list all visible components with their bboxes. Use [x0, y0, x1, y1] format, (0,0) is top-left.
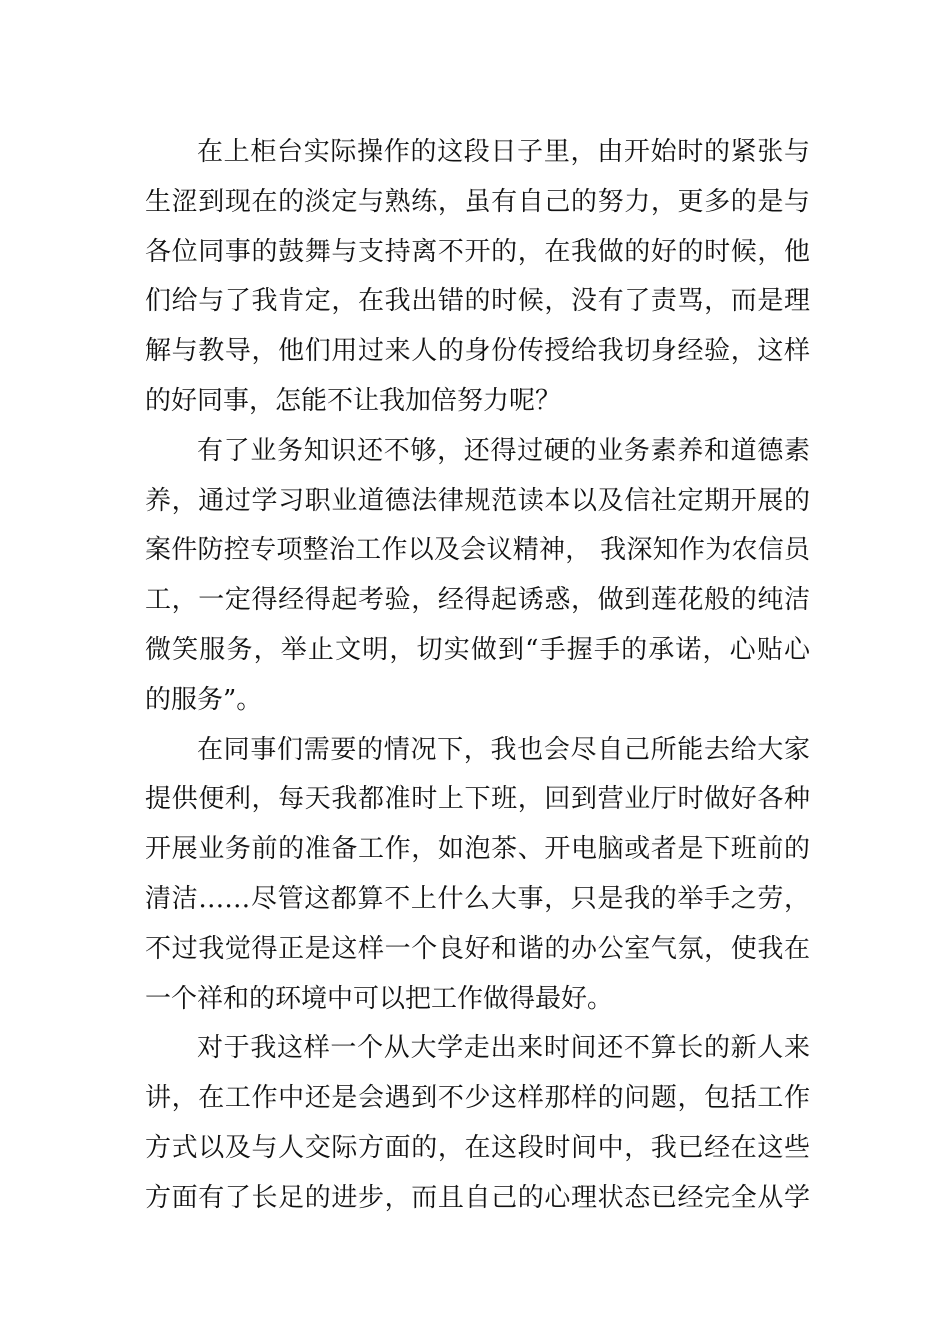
paragraph-2: [145, 427, 810, 726]
text-line: 养，通过学习职业道德法律规范读本以及信社定期开展的: [145, 485, 810, 516]
text-line: 们给与了我肯定，在我出错的时候，没有了责骂，而是理: [145, 286, 810, 317]
text-line: 在同事们需要的情况下，我也会尽自己所能去给大家: [197, 734, 810, 765]
paragraph-1: [145, 128, 810, 427]
text-line: 微笑服务，举止文明，切实做到“手握手的承诺，心贴心: [145, 634, 810, 665]
text-line: 有了业务知识还不够，还得过硬的业务素养和道德素: [197, 435, 810, 466]
text-line: 在上柜台实际操作的这段日子里，由开始时的紧张与: [197, 137, 810, 167]
text-line: 开展业务前的准备工作，如泡茶、开电脑或者是下班前的: [145, 834, 810, 865]
text-line: 清洁……尽管这都算不上什么大事，只是我的举手之劳，: [145, 883, 810, 914]
text-line: 各位同事的鼓舞与支持离不开的，在我做的好的时候，他: [145, 236, 810, 267]
text-line: 不过我觉得正是这样一个良好和谐的办公室气氛，使我在: [145, 933, 810, 964]
text-line: 工，一定得经得起考验，经得起诱惑，做到莲花般的纯洁: [145, 585, 810, 616]
text-line: 案件防控专项整治工作以及会议精神， 我深知作为农信员: [145, 535, 810, 566]
text-line: 方式以及与人交际方面的，在这段时间中，我已经在这些: [145, 1132, 810, 1163]
text-line: 提供便利，每天我都准时上下班，回到营业厅时做好各种: [145, 784, 810, 815]
text-line: 的服务”。: [145, 684, 263, 715]
paragraph-4: [145, 1024, 810, 1223]
text-line: 解与教导，他们用过来人的身份传授给我切身经验，这样: [145, 336, 810, 367]
document-body: [145, 128, 810, 1224]
text-line: 讲，在工作中还是会遇到不少这样那样的问题，包括工作: [145, 1083, 810, 1114]
paragraph-3: [145, 726, 810, 1025]
text-line: 生涩到现在的淡定与熟练，虽有自己的努力，更多的是与: [145, 186, 810, 217]
text-line: 对于我这样一个从大学走出来时间还不算长的新人来: [197, 1033, 810, 1064]
text-line: 方面有了长足的进步，而且自己的心理状态已经完全从学: [145, 1182, 810, 1213]
text-line: 的好同事，怎能不让我加倍努力呢？: [145, 385, 562, 416]
text-line: 一个祥和的环境中可以把工作做得最好。: [145, 983, 614, 1014]
